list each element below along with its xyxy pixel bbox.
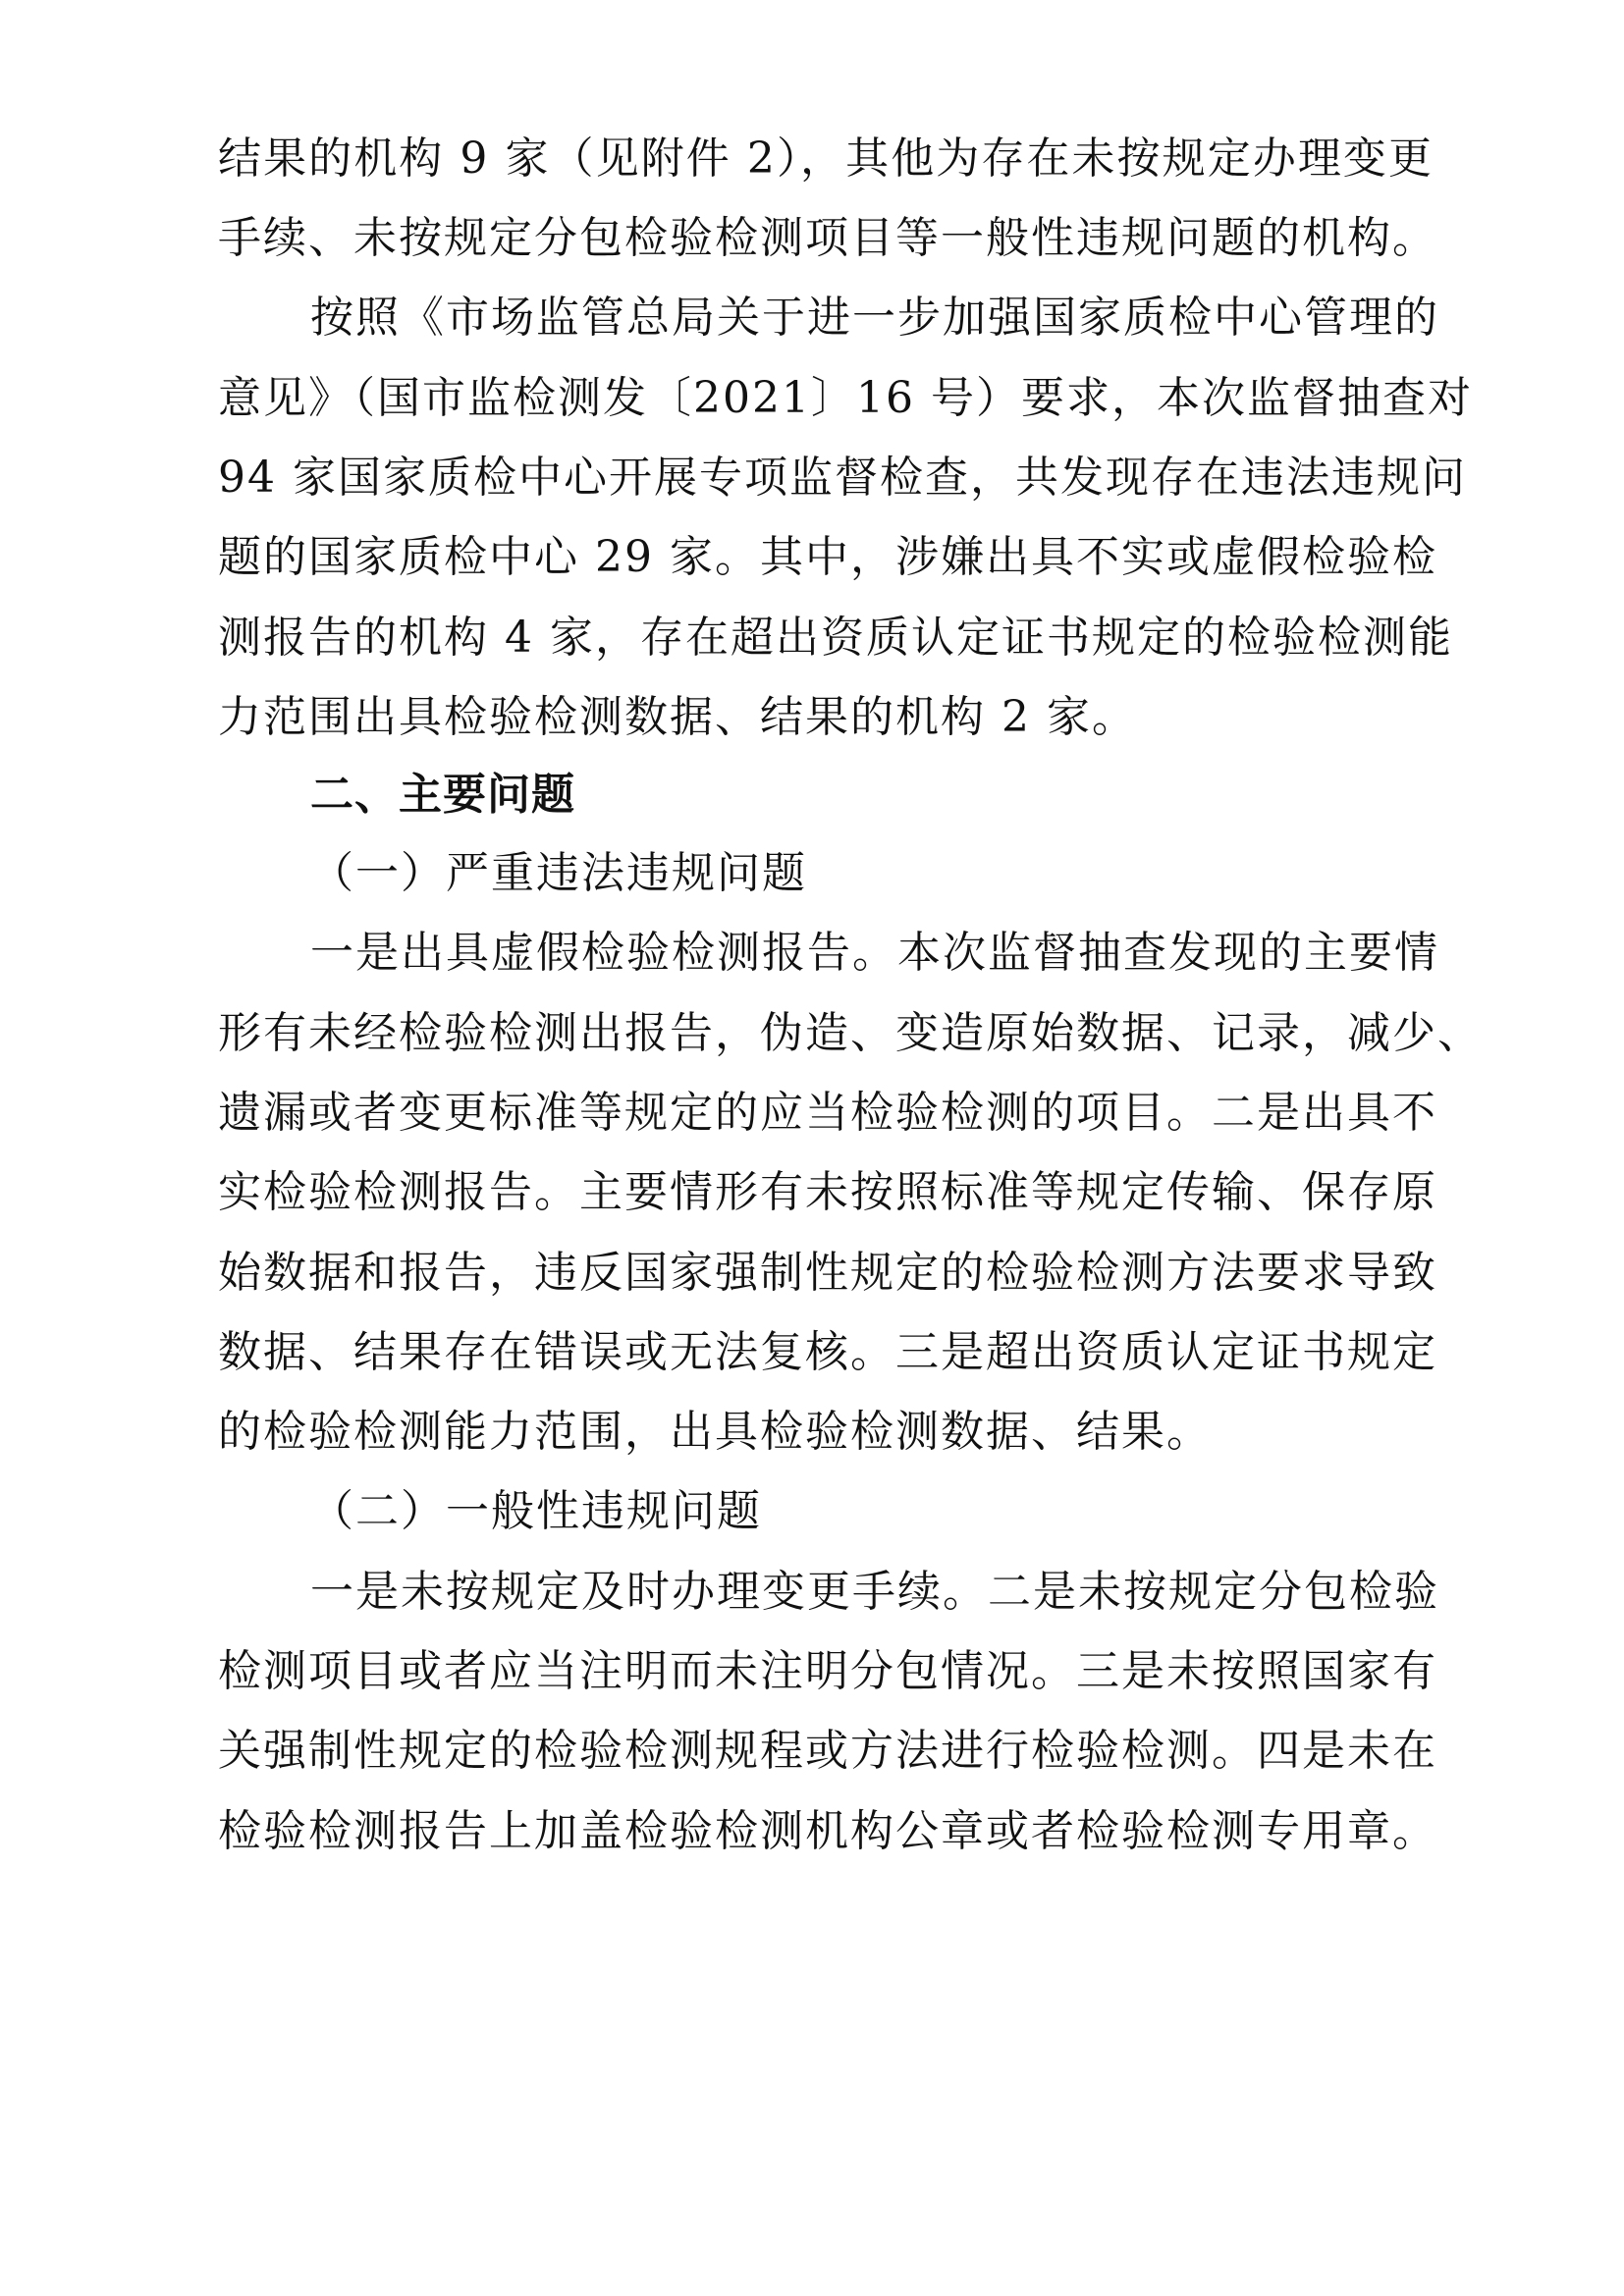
paragraph-line: 题的国家质检中心 29 家。其中，涉嫌出具不实或虚假检验检 [218, 532, 1437, 582]
paragraph-line: 检测项目或者应当注明而未注明分包情况。三是未按照国家有 [218, 1646, 1437, 1696]
paragraph-line: 结果的机构 9 家（见附件 2），其他为存在未按规定办理变更 [218, 133, 1434, 184]
paragraph-line: 关强制性规定的检验检测规程或方法进行检验检测。四是未在 [218, 1726, 1437, 1776]
paragraph-line: 数据、结果存在错误或无法复核。三是超出资质认定证书规定 [218, 1327, 1437, 1377]
paragraph-line: 形有未经检验检测出报告，伪造、变造原始数据、记录，减少、 [218, 1008, 1483, 1058]
paragraph-line: 遗漏或者变更标准等规定的应当检验检测的项目。二是出具不 [218, 1088, 1437, 1138]
paragraph-line: 意见》（国市监检测发〔2021〕16 号）要求，本次监督抽查对 [218, 373, 1473, 423]
paragraph-line: 一是出具虚假检验检测报告。本次监督抽查发现的主要情 [310, 928, 1439, 978]
paragraph-line: 实检验检测报告。主要情形有未按照标准等规定传输、保存原 [218, 1167, 1437, 1217]
paragraph-line: 始数据和报告，违反国家强制性规定的检验检测方法要求导致 [218, 1248, 1437, 1298]
paragraph-line: 94 家国家质检中心开展专项监督检查，共发现存在违法违规问 [218, 453, 1467, 503]
paragraph-line: 的检验检测能力范围，出具检验检测数据、结果。 [218, 1407, 1212, 1457]
paragraph-line: 按照《市场监管总局关于进一步加强国家质检中心管理的 [310, 293, 1439, 343]
paragraph-line: 检验检测报告上加盖检验检测机构公章或者检验检测专用章。 [218, 1806, 1437, 1856]
paragraph-line: 手续、未按规定分包检验检测项目等一般性违规问题的机构。 [218, 213, 1437, 263]
paragraph-line: 力范围出具检验检测数据、结果的机构 2 家。 [218, 692, 1137, 742]
subsection-heading: （二）一般性违规问题 [310, 1486, 762, 1536]
paragraph-line: 测报告的机构 4 家，存在超出资质认定证书规定的检验检测能 [218, 613, 1453, 663]
section-heading: 二、主要问题 [310, 770, 575, 820]
subsection-heading: （一）严重违法违规问题 [310, 848, 807, 898]
paragraph-line: 一是未按规定及时办理变更手续。二是未按规定分包检验 [310, 1567, 1439, 1617]
